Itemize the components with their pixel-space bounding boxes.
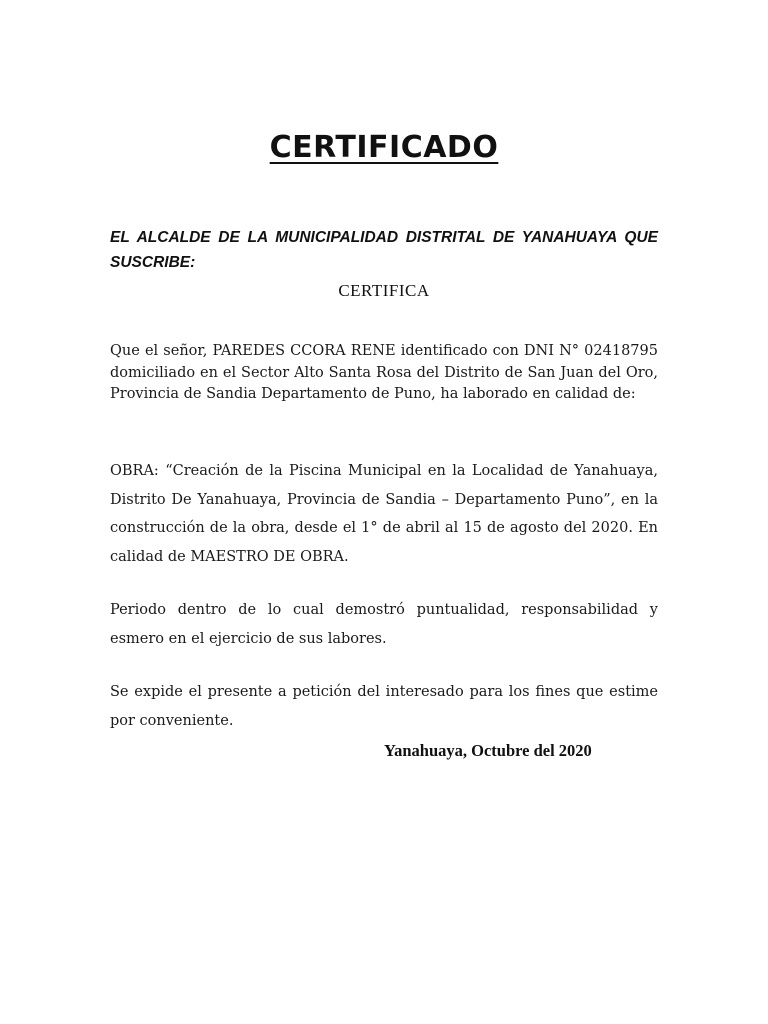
document-title: CERTIFICADO — [269, 130, 499, 165]
worker-identification-paragraph: Que el señor, PAREDES CCORA RENE identificado con DNI N° 02418795 domiciliado en el Sector Alto Santa Rosa del Distrito de San Juan del Oro, Provincia de Sandia Departamento de Puno, ha laborado en calidad de: — [110, 343, 658, 402]
place-and-date: Yanahuaya, Octubre del 2020 — [384, 741, 592, 760]
issuer-statement: EL ALCALDE DE LA MUNICIPALIDAD DISTRITAL DE YANAHUAYA QUE SUSCRIBE: — [110, 229, 658, 271]
certifica-heading: CERTIFICA — [338, 281, 430, 300]
issuance-paragraph: Se expide el presente a petición del interesado para los fines que estime por conveniente. — [110, 684, 658, 729]
conduct-paragraph: Periodo dentro de lo cual demostró puntualidad, responsabilidad y esmero en el ejercicio de sus labores. — [110, 602, 658, 647]
work-description-paragraph: OBRA: “Creación de la Piscina Municipal en la Localidad de Yanahuaya, Distrito De Yanahuaya, Provincia de Sandia – Departamento Puno”, en la construcción de la obra, desde el 1° de abril al 15 de agosto del 2020. En calidad de MAESTRO DE OBRA. — [110, 463, 658, 565]
